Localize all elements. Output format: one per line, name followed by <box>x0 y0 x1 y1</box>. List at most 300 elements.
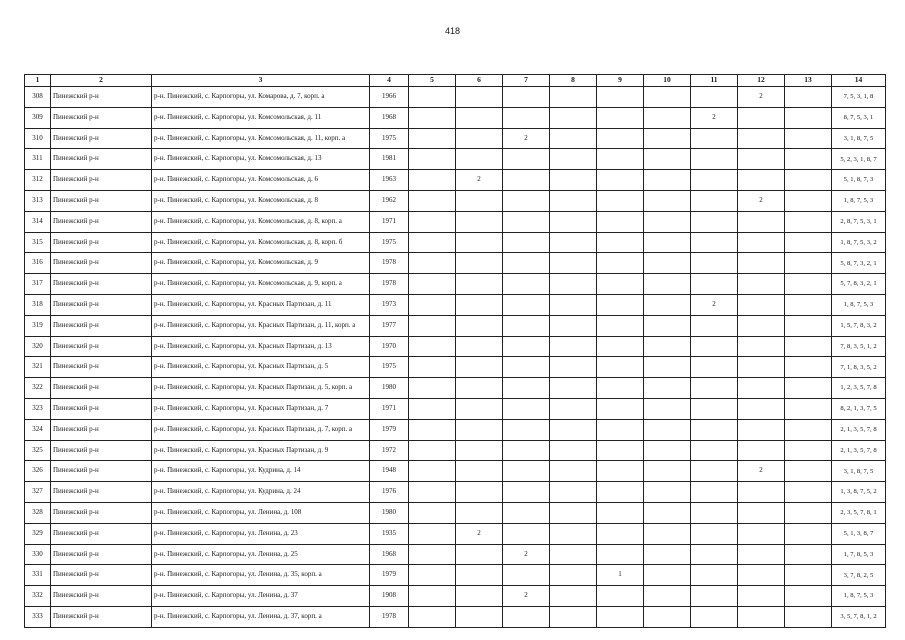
row-number-cell: 326 <box>25 461 51 482</box>
codes-cell: 2, 8, 7, 5, 3, 1 <box>832 211 886 232</box>
row-number-cell: 328 <box>25 502 51 523</box>
col-11-cell <box>691 419 738 440</box>
col-7-cell <box>503 211 550 232</box>
col-13-cell <box>785 294 832 315</box>
col-6-cell <box>456 461 503 482</box>
col-8-cell <box>550 378 597 399</box>
col-10-cell <box>644 128 691 149</box>
address-cell: р-н. Пинежский, с. Карпогоры, ул. Кудрина, д. 14 <box>152 461 370 482</box>
table-row <box>25 502 886 523</box>
col-13-cell <box>785 274 832 295</box>
col-12-cell <box>738 398 785 419</box>
col-12-cell <box>738 440 785 461</box>
row-number-cell: 322 <box>25 378 51 399</box>
address-cell: р-н. Пинежский, с. Карпогоры, ул. Комсомольская, д. 11 <box>152 107 370 128</box>
row-number-cell: 324 <box>25 419 51 440</box>
col-10-cell <box>644 523 691 544</box>
year-cell: 1975 <box>370 232 409 253</box>
col-13-cell <box>785 544 832 565</box>
col-13-cell <box>785 107 832 128</box>
col-9-cell: 1 <box>597 565 644 586</box>
col-13-cell <box>785 253 832 274</box>
row-number-cell: 333 <box>25 606 51 627</box>
col-6-cell <box>456 440 503 461</box>
col-9-cell <box>597 378 644 399</box>
col-9-cell <box>597 606 644 627</box>
col-6-cell <box>456 606 503 627</box>
district-cell: Пинежский р-н <box>51 606 152 627</box>
district-cell: Пинежский р-н <box>51 87 152 108</box>
codes-cell: 3, 1, 8, 7, 5 <box>832 461 886 482</box>
col-5-cell <box>409 190 456 211</box>
col-6-cell <box>456 190 503 211</box>
table-row <box>25 398 886 419</box>
year-cell: 1968 <box>370 107 409 128</box>
col-9-cell <box>597 336 644 357</box>
table-row <box>25 170 886 191</box>
col-13-cell <box>785 482 832 503</box>
col-5-cell <box>409 440 456 461</box>
col-9-cell <box>597 107 644 128</box>
col-11-cell <box>691 149 738 170</box>
row-number-cell: 310 <box>25 128 51 149</box>
col-11-cell <box>691 357 738 378</box>
col-13-cell <box>785 419 832 440</box>
col-8-cell <box>550 565 597 586</box>
col-9-cell <box>597 87 644 108</box>
codes-cell: 5, 2, 3, 1, 8, 7 <box>832 149 886 170</box>
col-5-cell <box>409 232 456 253</box>
col-8-cell <box>550 398 597 419</box>
address-cell: р-н. Пинежский, с. Карпогоры, ул. Красных Партизан, д. 5 <box>152 357 370 378</box>
col-6-cell <box>456 253 503 274</box>
col-10-cell <box>644 294 691 315</box>
col-5-cell <box>409 253 456 274</box>
row-number-cell: 320 <box>25 336 51 357</box>
row-number-cell: 313 <box>25 190 51 211</box>
col-13-cell <box>785 190 832 211</box>
col-7-cell <box>503 565 550 586</box>
col-6-cell <box>456 378 503 399</box>
col-11-cell <box>691 378 738 399</box>
col-7-cell <box>503 274 550 295</box>
table-row <box>25 336 886 357</box>
col-7-cell <box>503 170 550 191</box>
col-5-cell <box>409 357 456 378</box>
col-6-cell <box>456 419 503 440</box>
address-cell: р-н. Пинежский, с. Карпогоры, ул. Ленина, д. 23 <box>152 523 370 544</box>
col-11-cell <box>691 398 738 419</box>
district-cell: Пинежский р-н <box>51 440 152 461</box>
col-12-cell <box>738 586 785 607</box>
year-cell: 1935 <box>370 523 409 544</box>
codes-cell: 7, 5, 3, 1, 8 <box>832 87 886 108</box>
col-8-cell <box>550 315 597 336</box>
address-cell: р-н. Пинежский, с. Карпогоры, ул. Ленина, д. 37 <box>152 586 370 607</box>
col-6-cell <box>456 149 503 170</box>
district-cell: Пинежский р-н <box>51 565 152 586</box>
row-number-cell: 330 <box>25 544 51 565</box>
address-cell: р-н. Пинежский, с. Карпогоры, ул. Красных Партизан, д. 9 <box>152 440 370 461</box>
col-10-cell <box>644 482 691 503</box>
column-header: 14 <box>832 75 886 87</box>
column-header: 4 <box>370 75 409 87</box>
col-7-cell: 2 <box>503 128 550 149</box>
col-12-cell <box>738 482 785 503</box>
col-13-cell <box>785 461 832 482</box>
col-11-cell <box>691 336 738 357</box>
col-9-cell <box>597 357 644 378</box>
header-row <box>25 75 886 87</box>
col-7-cell <box>503 419 550 440</box>
col-13-cell <box>785 336 832 357</box>
col-12-cell <box>738 170 785 191</box>
col-13-cell <box>785 523 832 544</box>
district-cell: Пинежский р-н <box>51 378 152 399</box>
row-number-cell: 315 <box>25 232 51 253</box>
address-cell: р-н. Пинежский, с. Карпогоры, ул. Красных Партизан, д. 7 <box>152 398 370 419</box>
col-5-cell <box>409 586 456 607</box>
col-10-cell <box>644 419 691 440</box>
district-cell: Пинежский р-н <box>51 232 152 253</box>
col-8-cell <box>550 440 597 461</box>
col-11-cell <box>691 565 738 586</box>
col-8-cell <box>550 544 597 565</box>
col-10-cell <box>644 274 691 295</box>
col-9-cell <box>597 419 644 440</box>
col-5-cell <box>409 170 456 191</box>
col-8-cell <box>550 482 597 503</box>
address-cell: р-н. Пинежский, с. Карпогоры, ул. Комсомольская, д. 8, корп. б <box>152 232 370 253</box>
col-11-cell <box>691 211 738 232</box>
address-cell: р-н. Пинежский, с. Карпогоры, ул. Красных Партизан, д. 11, корп. а <box>152 315 370 336</box>
col-9-cell <box>597 315 644 336</box>
table-row <box>25 294 886 315</box>
codes-cell: 1, 3, 8, 7, 5, 2 <box>832 482 886 503</box>
col-7-cell <box>503 107 550 128</box>
col-8-cell <box>550 232 597 253</box>
row-number-cell: 317 <box>25 274 51 295</box>
row-number-cell: 314 <box>25 211 51 232</box>
table-row <box>25 128 886 149</box>
col-12-cell: 2 <box>738 190 785 211</box>
col-8-cell <box>550 149 597 170</box>
col-10-cell <box>644 565 691 586</box>
year-cell: 1977 <box>370 315 409 336</box>
col-10-cell <box>644 378 691 399</box>
column-header: 2 <box>51 75 152 87</box>
col-7-cell <box>503 336 550 357</box>
address-cell: р-н. Пинежский, с. Карпогоры, ул. Комсомольская, д. 8 <box>152 190 370 211</box>
col-7-cell <box>503 190 550 211</box>
col-10-cell <box>644 211 691 232</box>
col-5-cell <box>409 378 456 399</box>
col-7-cell <box>503 606 550 627</box>
row-number-cell: 308 <box>25 87 51 108</box>
col-10-cell <box>644 232 691 253</box>
year-cell: 1971 <box>370 398 409 419</box>
col-8-cell <box>550 190 597 211</box>
col-12-cell <box>738 107 785 128</box>
col-11-cell <box>691 440 738 461</box>
col-12-cell <box>738 378 785 399</box>
col-12-cell: 2 <box>738 461 785 482</box>
col-7-cell: 2 <box>503 544 550 565</box>
col-7-cell <box>503 461 550 482</box>
col-8-cell <box>550 128 597 149</box>
codes-cell: 3, 1, 8, 7, 5 <box>832 128 886 149</box>
column-header: 3 <box>152 75 370 87</box>
col-12-cell <box>738 357 785 378</box>
col-6-cell <box>456 544 503 565</box>
district-cell: Пинежский р-н <box>51 544 152 565</box>
table-row <box>25 149 886 170</box>
col-13-cell <box>785 357 832 378</box>
codes-cell: 2, 1, 3, 5, 7, 8 <box>832 419 886 440</box>
col-13-cell <box>785 586 832 607</box>
col-7-cell <box>503 440 550 461</box>
col-6-cell <box>456 398 503 419</box>
col-5-cell <box>409 606 456 627</box>
col-9-cell <box>597 586 644 607</box>
year-cell: 1970 <box>370 336 409 357</box>
column-header: 8 <box>550 75 597 87</box>
col-5-cell <box>409 211 456 232</box>
col-5-cell <box>409 565 456 586</box>
district-cell: Пинежский р-н <box>51 128 152 149</box>
col-13-cell <box>785 170 832 191</box>
col-11-cell <box>691 461 738 482</box>
codes-cell: 5, 1, 3, 8, 7 <box>832 523 886 544</box>
col-5-cell <box>409 419 456 440</box>
table-row <box>25 606 886 627</box>
col-8-cell <box>550 523 597 544</box>
col-7-cell: 2 <box>503 586 550 607</box>
address-cell: р-н. Пинежский, с. Карпогоры, ул. Комсомольская, д. 9, корп. а <box>152 274 370 295</box>
col-13-cell <box>785 565 832 586</box>
row-number-cell: 332 <box>25 586 51 607</box>
col-13-cell <box>785 315 832 336</box>
col-10-cell <box>644 107 691 128</box>
col-5-cell <box>409 315 456 336</box>
codes-cell: 1, 8, 7, 5, 3 <box>832 190 886 211</box>
col-5-cell <box>409 502 456 523</box>
col-12-cell <box>738 211 785 232</box>
row-number-cell: 331 <box>25 565 51 586</box>
table-row <box>25 107 886 128</box>
col-8-cell <box>550 336 597 357</box>
col-8-cell <box>550 274 597 295</box>
col-11-cell <box>691 253 738 274</box>
col-5-cell <box>409 128 456 149</box>
col-6-cell <box>456 502 503 523</box>
col-8-cell <box>550 419 597 440</box>
col-13-cell <box>785 398 832 419</box>
col-13-cell <box>785 128 832 149</box>
col-7-cell <box>503 294 550 315</box>
row-number-cell: 329 <box>25 523 51 544</box>
col-7-cell <box>503 253 550 274</box>
col-10-cell <box>644 357 691 378</box>
row-number-cell: 311 <box>25 149 51 170</box>
col-11-cell <box>691 523 738 544</box>
col-10-cell <box>644 253 691 274</box>
col-9-cell <box>597 544 644 565</box>
col-5-cell <box>409 523 456 544</box>
col-7-cell <box>503 87 550 108</box>
table-row <box>25 232 886 253</box>
table-body <box>25 87 886 628</box>
row-number-cell: 312 <box>25 170 51 191</box>
col-12-cell <box>738 502 785 523</box>
row-number-cell: 323 <box>25 398 51 419</box>
col-5-cell <box>409 544 456 565</box>
col-12-cell <box>738 294 785 315</box>
address-cell: р-н. Пинежский, с. Карпогоры, ул. Красных Партизан, д. 5, корп. а <box>152 378 370 399</box>
col-12-cell <box>738 565 785 586</box>
col-10-cell <box>644 502 691 523</box>
col-9-cell <box>597 523 644 544</box>
col-12-cell <box>738 606 785 627</box>
col-5-cell <box>409 336 456 357</box>
col-6-cell: 2 <box>456 170 503 191</box>
address-cell: р-н. Пинежский, с. Карпогоры, ул. Ленина, д. 35, корп. а <box>152 565 370 586</box>
year-cell: 1979 <box>370 565 409 586</box>
col-11-cell <box>691 87 738 108</box>
col-9-cell <box>597 461 644 482</box>
col-6-cell: 2 <box>456 523 503 544</box>
table-row <box>25 586 886 607</box>
col-6-cell <box>456 565 503 586</box>
col-6-cell <box>456 315 503 336</box>
col-12-cell <box>738 149 785 170</box>
column-header: 13 <box>785 75 832 87</box>
col-10-cell <box>644 315 691 336</box>
year-cell: 1973 <box>370 294 409 315</box>
address-cell: р-н. Пинежский, с. Карпогоры, ул. Ленина, д. 25 <box>152 544 370 565</box>
year-cell: 1980 <box>370 502 409 523</box>
district-cell: Пинежский р-н <box>51 523 152 544</box>
col-13-cell <box>785 149 832 170</box>
col-10-cell <box>644 87 691 108</box>
table-row <box>25 211 886 232</box>
column-header: 10 <box>644 75 691 87</box>
col-8-cell <box>550 586 597 607</box>
col-13-cell <box>785 87 832 108</box>
codes-cell: 8, 7, 5, 3, 1 <box>832 107 886 128</box>
column-header: 6 <box>456 75 503 87</box>
col-10-cell <box>644 586 691 607</box>
col-10-cell <box>644 149 691 170</box>
col-11-cell <box>691 232 738 253</box>
codes-cell: 1, 8, 7, 5, 3 <box>832 586 886 607</box>
col-9-cell <box>597 294 644 315</box>
col-9-cell <box>597 232 644 253</box>
district-cell: Пинежский р-н <box>51 190 152 211</box>
year-cell: 1981 <box>370 149 409 170</box>
year-cell: 1980 <box>370 378 409 399</box>
col-6-cell <box>456 294 503 315</box>
col-12-cell: 2 <box>738 87 785 108</box>
district-cell: Пинежский р-н <box>51 336 152 357</box>
year-cell: 1908 <box>370 586 409 607</box>
address-cell: р-н. Пинежский, с. Карпогоры, ул. Комсомольская, д. 11, корп. а <box>152 128 370 149</box>
col-11-cell <box>691 190 738 211</box>
district-cell: Пинежский р-н <box>51 274 152 295</box>
district-cell: Пинежский р-н <box>51 357 152 378</box>
col-10-cell <box>644 190 691 211</box>
col-5-cell <box>409 461 456 482</box>
table-row <box>25 357 886 378</box>
col-11-cell <box>691 128 738 149</box>
address-cell: р-н. Пинежский, с. Карпогоры, ул. Комарова, д. 7, корп. а <box>152 87 370 108</box>
district-cell: Пинежский р-н <box>51 170 152 191</box>
col-12-cell <box>738 336 785 357</box>
year-cell: 1966 <box>370 87 409 108</box>
codes-cell: 5, 7, 8, 3, 2, 1 <box>832 274 886 295</box>
district-cell: Пинежский р-н <box>51 149 152 170</box>
col-13-cell <box>785 502 832 523</box>
table-row <box>25 253 886 274</box>
address-cell: р-н. Пинежский, с. Карпогоры, ул. Комсомольская, д. 9 <box>152 253 370 274</box>
table-row <box>25 190 886 211</box>
col-5-cell <box>409 274 456 295</box>
col-11-cell <box>691 274 738 295</box>
col-8-cell <box>550 502 597 523</box>
address-cell: р-н. Пинежский, с. Карпогоры, ул. Ленина, д. 37, корп. а <box>152 606 370 627</box>
col-6-cell <box>456 232 503 253</box>
table-row <box>25 274 886 295</box>
col-9-cell <box>597 398 644 419</box>
col-10-cell <box>644 398 691 419</box>
table-row <box>25 419 886 440</box>
codes-cell: 2, 3, 5, 7, 8, 1 <box>832 502 886 523</box>
row-number-cell: 318 <box>25 294 51 315</box>
district-cell: Пинежский р-н <box>51 211 152 232</box>
col-7-cell <box>503 315 550 336</box>
col-12-cell <box>738 253 785 274</box>
col-7-cell <box>503 378 550 399</box>
col-8-cell <box>550 211 597 232</box>
table-row <box>25 461 886 482</box>
table-row <box>25 440 886 461</box>
col-10-cell <box>644 336 691 357</box>
district-cell: Пинежский р-н <box>51 107 152 128</box>
codes-cell: 3, 5, 7, 8, 1, 2 <box>832 606 886 627</box>
page-number: 418 <box>444 26 461 36</box>
year-cell: 1963 <box>370 170 409 191</box>
address-cell: р-н. Пинежский, с. Карпогоры, ул. Красных Партизан, д. 7, корп. а <box>152 419 370 440</box>
district-cell: Пинежский р-н <box>51 482 152 503</box>
col-5-cell <box>409 149 456 170</box>
col-8-cell <box>550 357 597 378</box>
row-number-cell: 321 <box>25 357 51 378</box>
column-header: 11 <box>691 75 738 87</box>
register-table <box>24 74 886 628</box>
table-row <box>25 523 886 544</box>
year-cell: 1978 <box>370 253 409 274</box>
col-5-cell <box>409 87 456 108</box>
district-cell: Пинежский р-н <box>51 253 152 274</box>
col-9-cell <box>597 482 644 503</box>
address-cell: р-н. Пинежский, с. Карпогоры, ул. Красных Партизан, д. 11 <box>152 294 370 315</box>
col-6-cell <box>456 107 503 128</box>
address-cell: р-н. Пинежский, с. Карпогоры, ул. Ленина, д. 108 <box>152 502 370 523</box>
col-8-cell <box>550 294 597 315</box>
col-10-cell <box>644 170 691 191</box>
col-6-cell <box>456 336 503 357</box>
col-6-cell <box>456 482 503 503</box>
